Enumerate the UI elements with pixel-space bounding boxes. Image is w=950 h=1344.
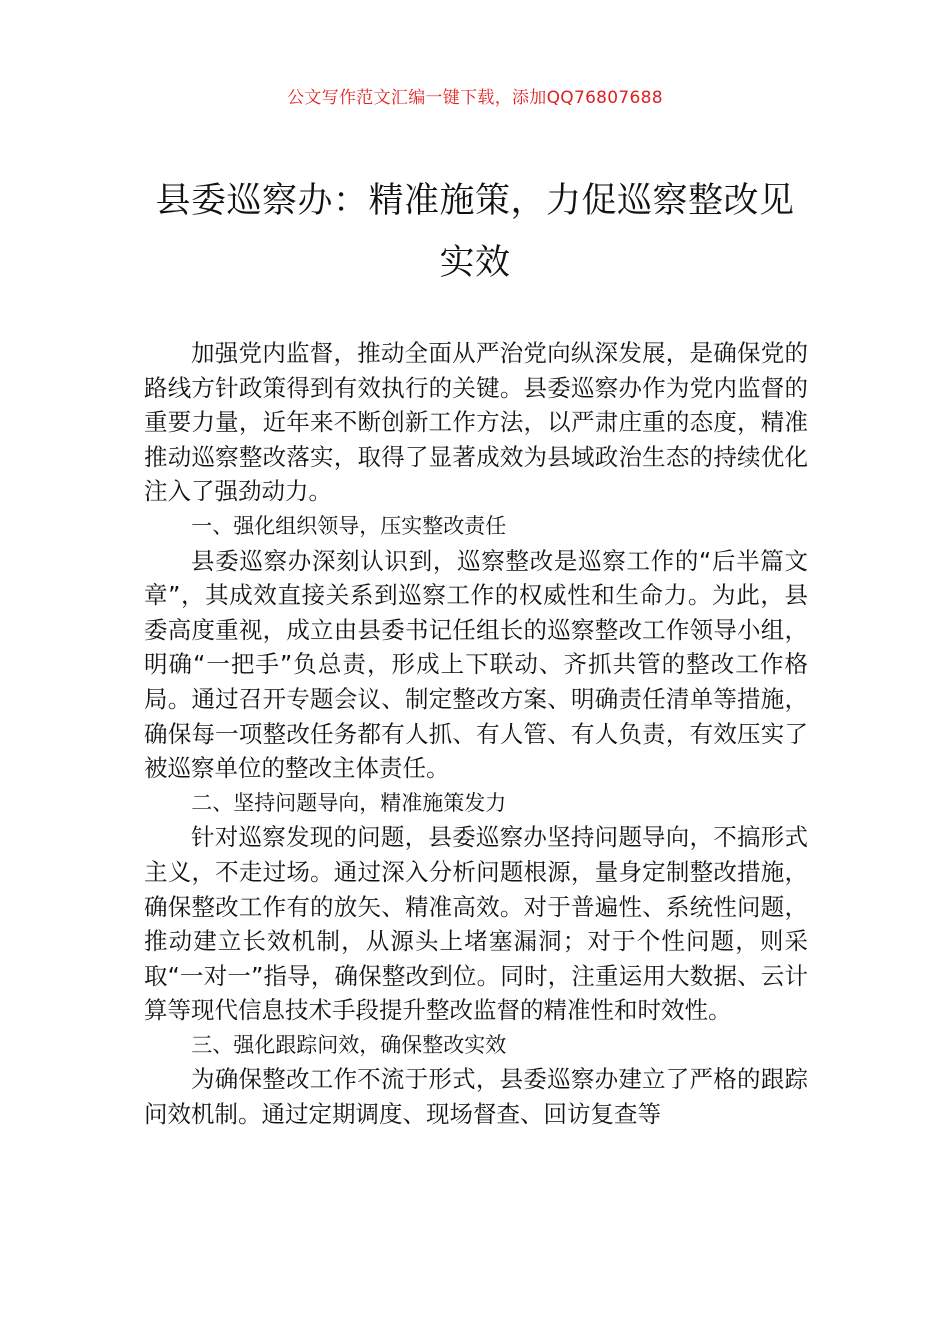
section-2-paragraph: 针对巡察发现的问题，县委巡察办坚持问题导向，不搞形式主义，不走过场。通过深入分析问题根源，量身定制整改措施，确保整改工作有的放矢、精准高效。对于普遍性、系统性问题，推动建立长效机制，从源头上堵塞漏洞；对于个性问题，则采取“一对一”指导，确保整改到位。同时，注重运用大数据、云计算等现代信息技术手段提升整改监督的精准性和时效性。 <box>144 823 808 1025</box>
section-3-paragraph: 为确保整改工作不流于形式，县委巡察办建立了严格的跟踪问效机制。通过定期调度、现场督查、回访复查等 <box>144 1065 808 1129</box>
intro-paragraph: 加强党内监督，推动全面从严治党向纵深发展，是确保党的路线方针政策得到有效执行的关键。县委巡察办作为党内监督的重要力量，近年来不断创新工作方法，以严肃庄重的态度，精准推动巡察整改落实，取得了显著成效为县域政治生态的持续优化注入了强劲动力。 <box>144 339 808 506</box>
document-title <box>140 170 810 294</box>
section-1-paragraph: 县委巡察办深刻认识到，巡察整改是巡察工作的“后半篇文章”，其成效直接关系到巡察工作的权威性和生命力。为此，县委高度重视，成立由县委书记任组长的巡察整改工作领导小组，明确“一把手”负总责，形成上下联动、齐抓共管的整改工作格局。通过召开专题会议、制定整改方案、明确责任清单等措施，确保每一项整改任务都有人抓、有人管、有人负责，有效压实了被巡察单位的整改主体责任。 <box>144 546 808 783</box>
section-heading-3: 三、强化跟踪问效，确保整改实效 <box>191 1032 507 1057</box>
title-line-2: 实效 <box>439 243 511 283</box>
document-body <box>144 336 808 1132</box>
section-heading-1: 一、强化组织领导，压实整改责任 <box>191 513 507 538</box>
download-banner[interactable]: 公文写作范文汇编一键下载，添加QQ76807688 <box>287 88 663 108</box>
title-line-1: 县委巡察办：精准施策，力促巡察整改见 <box>155 181 795 221</box>
section-heading-2: 二、坚持问题导向，精准施策发力 <box>191 790 507 815</box>
